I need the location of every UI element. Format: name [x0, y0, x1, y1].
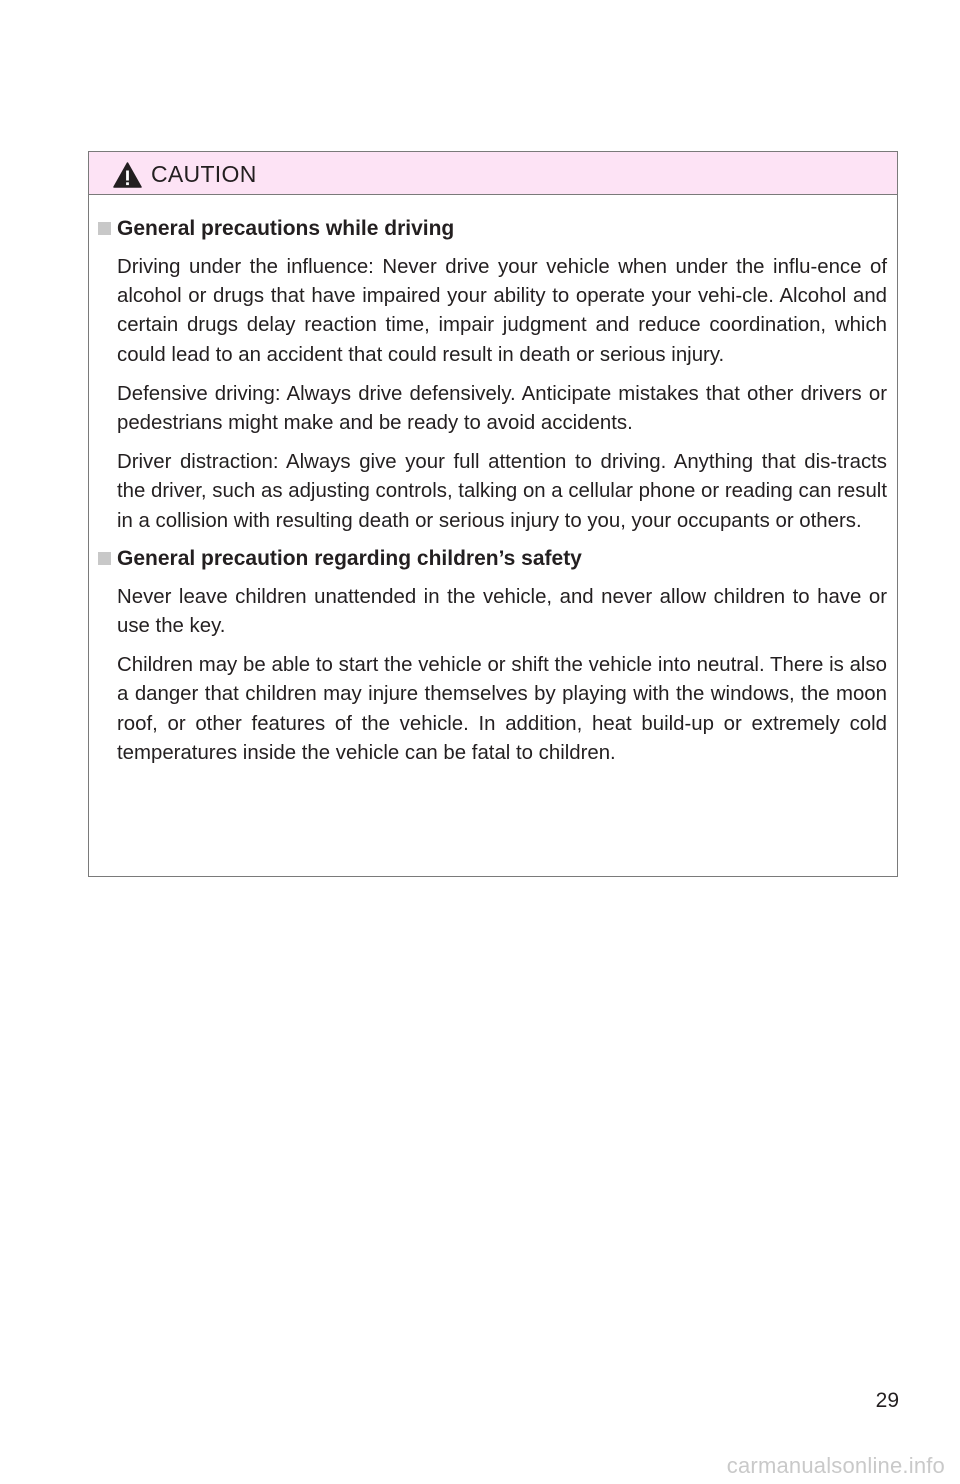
paragraph-defensive-driving: Defensive driving: Always drive defensively. Anticipate mistakes that other drivers or pedestrians might make and be ready to avoid accidents.	[117, 382, 887, 435]
section-heading-driving	[89, 214, 897, 243]
caution-box	[88, 151, 898, 877]
warning-triangle-icon	[113, 162, 142, 188]
section-heading-text: General precautions while driving	[117, 217, 455, 240]
paragraph-children-dangers: Children may be able to start the vehicle or shift the vehicle into neutral. There is also a danger that children may injure themselves by playing with the windows, the moon roof, or other features of the vehicle. In addition, heat build-up or extremely cold temperatures inside the vehicle can be fatal to children.	[117, 654, 887, 764]
watermark: carmanualsonline.info	[726, 1453, 945, 1478]
section-heading-text: General precaution regarding children’s safety	[117, 546, 582, 570]
caution-body	[89, 195, 897, 768]
caution-title: CAUTION	[151, 161, 257, 187]
paragraph-driver-distraction: Driver distraction: Always give your full attention to driving. Anything that dis-tracts the driver, such as adjusting controls, talking on a cellular phone or reading can result in a collision with resulting death or serious injury to you, your occupants or others.	[117, 451, 887, 532]
square-bullet-icon	[98, 552, 111, 565]
caution-header	[89, 152, 897, 195]
paragraph-children-unattended: Never leave children unattended in the vehicle, and never allow children to have or use the key.	[117, 585, 887, 638]
paragraph-driving-under-influence: Driving under the influence: Never drive your vehicle when under the influ-ence of alcohol or drugs that have impaired your ability to operate your vehi-cle. Alcohol and certain drugs delay reaction time, impair judgment and reduce coordination, which could lead to an accident that could result in death or serious injury.	[117, 256, 887, 366]
square-bullet-icon	[98, 222, 111, 235]
section-heading-children	[89, 544, 897, 573]
page-number: 29	[875, 1389, 899, 1412]
